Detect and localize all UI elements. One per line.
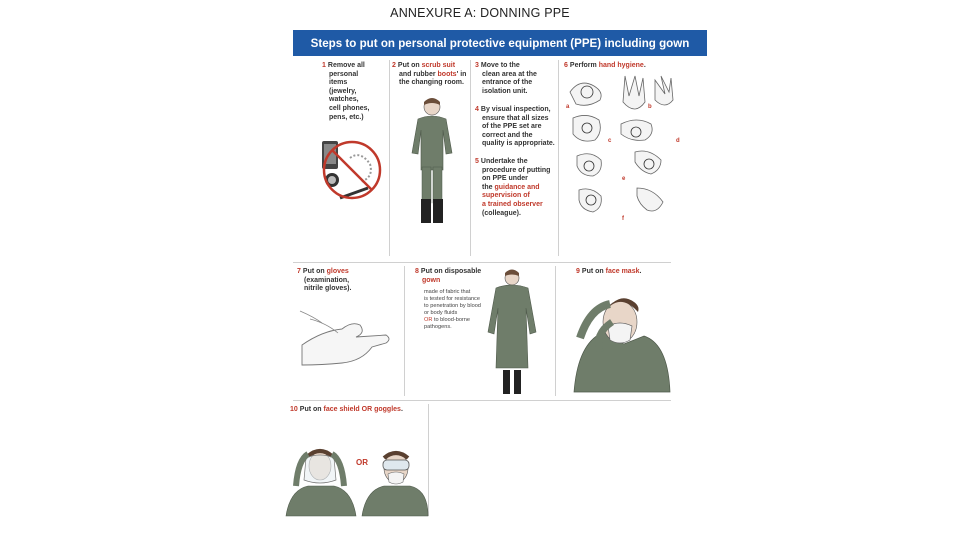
step-6-text: 6 Perform hand hygiene. [564,62,646,69]
gloves-icon [300,305,400,375]
divider [470,60,471,256]
divider [555,266,556,396]
divider [428,404,429,516]
divider [404,266,405,396]
personal-items-prohibited-icon [310,138,390,203]
face-mask-person-icon [570,282,670,394]
step-9-text: 9 Put on face mask. [576,268,642,275]
step-4-text: 4 By visual inspection, ensure that all sizes of the PPE set are correct and the quality is appropriate. [475,106,555,148]
hand-hygiene-label: b [648,104,652,110]
hand-hygiene-label: e [622,176,626,182]
divider [558,60,559,256]
divider [293,262,671,263]
divider [293,400,671,401]
gown-person-icon [488,266,536,396]
step-1-text: 1 Remove all personal items (jewelry, watches, cell phones, pens, etc.) [322,62,370,121]
step-8-text: 8 Put on disposable gown [415,268,482,284]
hand-hygiene-icon [565,72,685,227]
annexure-title: ANNEXURE A: DONNING PPE [390,6,570,20]
hand-hygiene-label: a [566,104,570,110]
step-3-text: 3 Move to the clean area at the entrance of the isolation unit. [475,62,537,95]
step-7-text: 7 Put on gloves (examination, nitrile gloves). [297,268,352,293]
person-scrubs-icon [410,95,454,225]
hand-hygiene-label: f [622,216,624,222]
or-label: OR [356,458,368,467]
face-shield-person-icon [286,440,428,516]
step-2-text: 2 Put on scrub suit and rubber boots' in the changing room. [392,62,467,87]
step-5-text: 5 Undertake the procedure of putting on PPE under the guidance and supervision of a trained observer (colleague). [475,158,551,217]
hand-hygiene-label: d [676,138,680,144]
banner-title: Steps to put on personal protective equipment (PPE) including gown [293,30,707,56]
hand-hygiene-label: c [608,138,612,144]
step-8-note: made of fabric that is tested for resistance to penetration by blood or body fluids OR to blood-borne pathogens. [424,289,481,330]
step-10-text: 10 Put on face shield OR goggles. [290,406,403,413]
